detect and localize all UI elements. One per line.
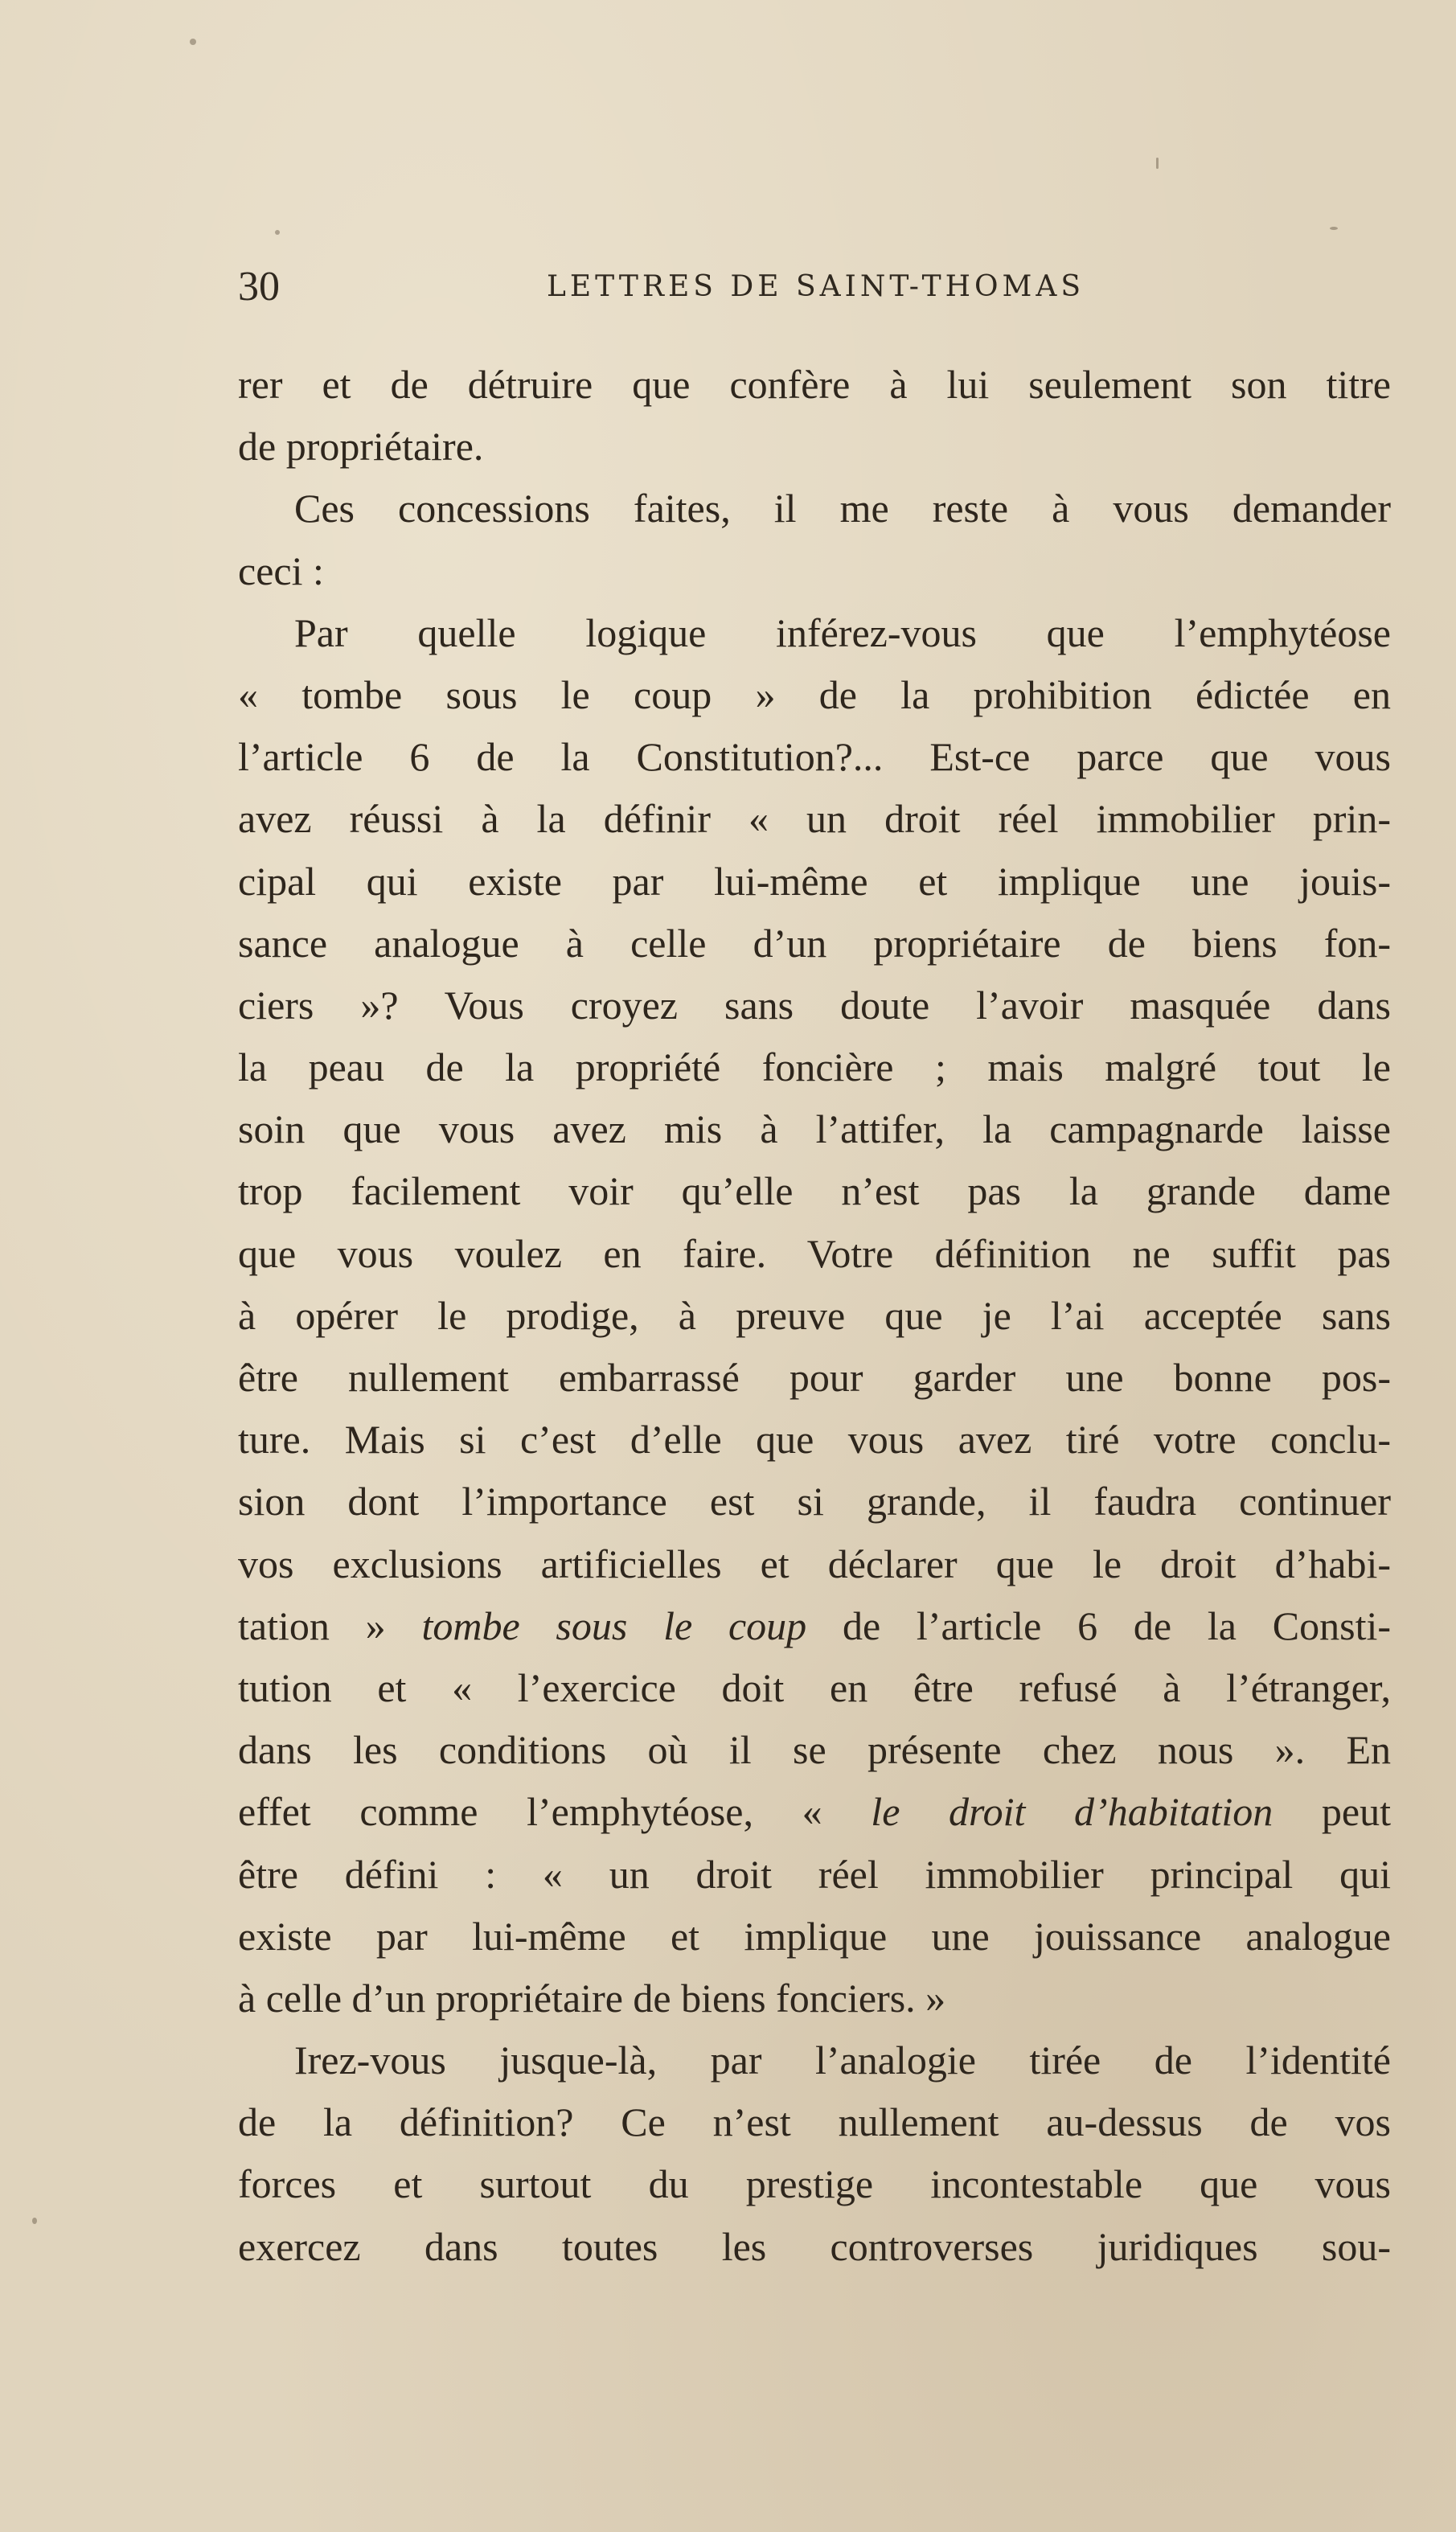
page-number: 30 — [238, 264, 280, 310]
text-line-with-italic — [238, 1595, 1391, 1657]
paper-speck — [1330, 227, 1338, 230]
text-line: « tombe sous le coup » de la prohibition édictée en — [238, 671, 1391, 717]
text-line: Irez-vous jusque-là, par l’analogie tirée de l’identité — [294, 2038, 1391, 2083]
text-line: soin que vous avez mis à l’attifer, la campagnarde laisse — [238, 1106, 1391, 1152]
running-head: LETTRES DE SAINT-THOMAS — [547, 270, 1085, 303]
text-segment: peut — [1273, 1789, 1392, 1835]
text-line: dans les conditions où il se présente chez nous ». En — [238, 1727, 1391, 1773]
text-line: trop facilement voir qu’elle n’est pas la grande dame — [238, 1168, 1391, 1214]
text-line: vos exclusions artificielles et déclarer que le droit d’habi- — [238, 1541, 1391, 1586]
paper-speck — [32, 2218, 37, 2224]
text-segment: effet comme l’emphytéose, « — [238, 1789, 872, 1835]
paper-speck — [1156, 158, 1159, 169]
text-line: Par quelle logique inférez-vous que l’emphytéose — [294, 609, 1391, 655]
text-line: cipal qui existe par lui-même et implique une jouis- — [238, 858, 1391, 904]
text-line: sion dont l’importance est si grande, il faudra continuer — [238, 1479, 1391, 1525]
italic-phrase: le droit d’habitation — [871, 1789, 1273, 1835]
text-line: forces et surtout du prestige incontestable que vous — [238, 2161, 1391, 2207]
text-line: ceci : — [238, 548, 324, 593]
text-line: que vous voulez en faire. Votre définition ne suffit pas — [238, 1230, 1391, 1276]
text-line: à celle d’un propriétaire de biens fonciers. » — [238, 1975, 946, 2021]
body-text — [238, 354, 1391, 2278]
text-line: l’article 6 de la Constitution?... Est-ce parce que vous — [238, 734, 1391, 780]
text-line: de la définition? Ce n’est nullement au-dessus de vos — [238, 2099, 1391, 2145]
text-line: exercez dans toutes les controverses juridiques sou- — [238, 2223, 1391, 2269]
text-line: ciers »? Vous croyez sans doute l’avoir masquée dans — [238, 982, 1391, 1028]
text-segment: de l’article 6 de la Consti- — [806, 1603, 1392, 1648]
text-line: sance analogue à celle d’un propriétaire de biens fon- — [238, 920, 1391, 966]
text-line: rer et de détruire que confère à lui seulement son titre — [238, 362, 1391, 407]
text-line: avez réussi à la définir « un droit réel immobilier prin- — [238, 796, 1391, 842]
text-line: être nullement embarrassé pour garder une bonne pos- — [238, 1355, 1391, 1400]
text-line: être défini : « un droit réel immobilier principal qui — [238, 1851, 1391, 1897]
page-header — [238, 259, 1392, 315]
text-line: Ces concessions faites, il me reste à vous demander — [294, 486, 1391, 531]
text-line: ture. Mais si c’est d’elle que vous avez tiré votre conclu- — [238, 1417, 1391, 1463]
italic-phrase: tombe sous le coup — [421, 1603, 807, 1648]
paper-speck — [190, 39, 196, 45]
text-line: la peau de la propriété foncière ; mais malgré tout le — [238, 1044, 1391, 1090]
text-line: de propriétaire. — [238, 424, 484, 470]
text-line: tution et « l’exercice doit en être refusé à l’étranger, — [238, 1664, 1391, 1710]
text-segment: tation » — [238, 1603, 422, 1648]
text-line-with-italic — [238, 1781, 1391, 1843]
paper-speck — [275, 230, 280, 235]
text-line: à opérer le prodige, à preuve que je l’ai acceptée sans — [238, 1292, 1391, 1338]
text-line: existe par lui-même et implique une jouissance analogue — [238, 1913, 1391, 1959]
